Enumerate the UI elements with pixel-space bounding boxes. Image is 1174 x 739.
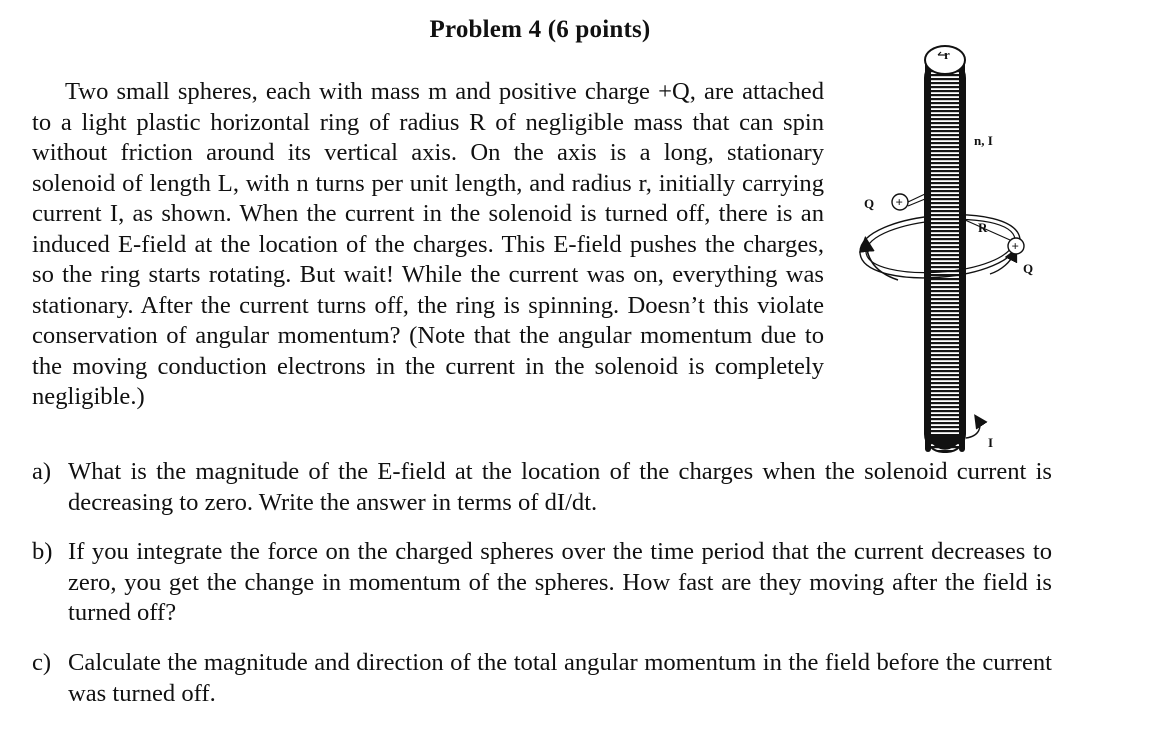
question-part-a bbox=[32, 457, 1052, 518]
label-Q-right: Q bbox=[1023, 261, 1034, 276]
label-Q-left: Q bbox=[864, 196, 875, 211]
part-c-marker: c) bbox=[32, 649, 52, 676]
part-c-text: Calculate the magnitude and direction of the total angular momentum in the field before the current was turned off. bbox=[68, 649, 1052, 707]
label-R: R bbox=[978, 220, 988, 235]
part-a-marker: a) bbox=[32, 458, 52, 485]
question-part-c bbox=[32, 648, 1052, 709]
radius-line bbox=[965, 220, 1010, 240]
part-b-marker: b) bbox=[32, 538, 53, 565]
solenoid-diagram bbox=[840, 34, 1050, 466]
problem-title: Problem 4 (6 points) bbox=[429, 16, 651, 43]
question-part-b bbox=[32, 537, 1052, 629]
label-n-I: n, I bbox=[974, 133, 993, 148]
rotation-arrow-right bbox=[990, 254, 1014, 274]
part-a-text: What is the magnitude of the E-field at the location of the charges when the solenoid current is decreasing to zero. Write the answer in terms of dI/dt. bbox=[68, 458, 1052, 516]
current-arrow bbox=[966, 420, 980, 438]
label-r: r bbox=[944, 47, 950, 62]
solenoid-figure bbox=[840, 34, 1050, 466]
left-charge-plus: + bbox=[895, 194, 903, 210]
part-b-text: If you integrate the force on the charged spheres over the time period that the current decreases to zero, you get the change in momentum of the spheres. How fast are they moving after the field is turned off? bbox=[68, 538, 1052, 626]
right-charge-plus: + bbox=[1011, 238, 1019, 254]
problem-statement: Two small spheres, each with mass m and positive charge +Q, are attached to a light plastic horizontal ring of radius R of negligible mass that can spin without friction around its vertical axis. On the axis is a long, stationary solenoid of length L, with n turns per unit length, and radius r, initially carrying current I, as shown. When the current in the solenoid is turned off, there is an induced E-field at the location of the charges. This E-field pushes the charges, so the ring starts rotating. But wait! While the current was on, everything was stationary. After the current turns off, the ring is spinning. Doesn’t this violate conservation of angular momentum? (Note that the angular momentum due to the moving conduction electrons in the current in the solenoid is completely negligible.) bbox=[32, 78, 824, 410]
label-I-bottom: I bbox=[988, 435, 994, 450]
